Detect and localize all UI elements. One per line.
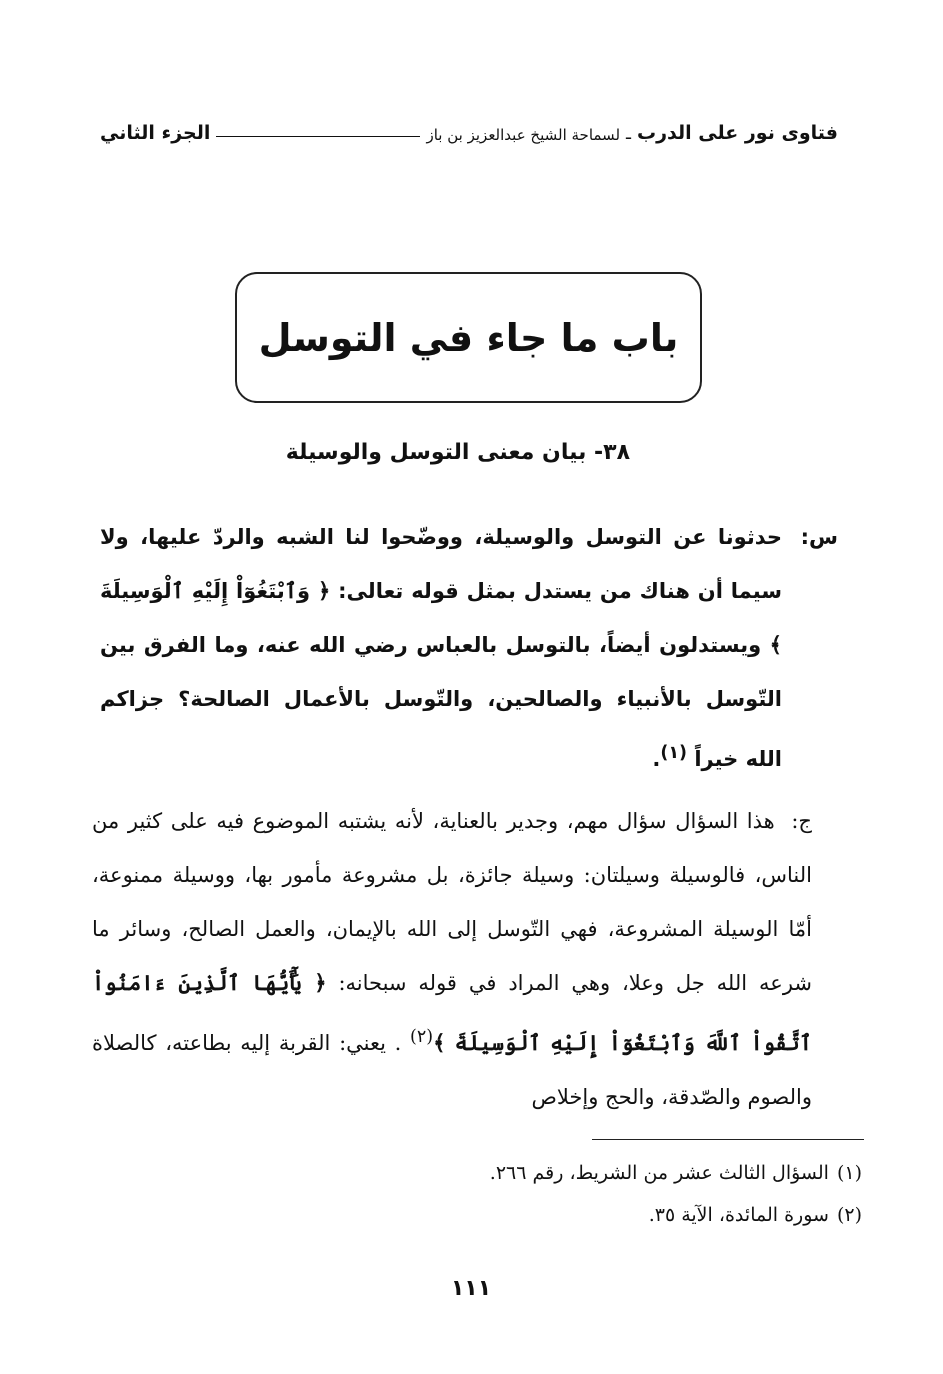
footnote-number: (١) [836, 1162, 862, 1184]
question-body [100, 510, 782, 786]
footnote-text: سورة المائدة، الآية ٣٥. [648, 1204, 829, 1226]
volume-part: الجزء الثاني [100, 122, 211, 144]
question-text: حدثونا عن التوسل والوسيلة، ووضّحوا لنا الشبه والردّ عليها، ولا سيما أن هناك من يستدل بمثل قوله تعالى: ﴿ وَٱبْتَغُوٓاْ إِلَيْهِ ٱلْوَسِيلَةَ ﴾ ويستدلون أيضاً، بالتوسل بالعباس رضي الله عنه، وما الفرق بين التّوسل بالأنبياء والصالحين، والتّوسل بالأعمال الصالحة؟ جزاكم الله خيراً [100, 525, 782, 771]
footnote-ref-2: (٢) [410, 1027, 434, 1047]
footnote-number: (٢) [836, 1204, 862, 1226]
answer-marker: ج: [791, 809, 812, 833]
footnote-item [300, 1152, 862, 1194]
footnote-item [300, 1194, 862, 1236]
page-number: ١١١ [450, 1276, 492, 1301]
footnotes [300, 1152, 862, 1236]
quran-verse: ﴿ يَٰٓأَيُّهَا ٱلَّذِينَ ءَامَنُواْ ٱتَّقُواْ ٱللَّهَ وَٱبْتَغُوٓاْ إِلَيْهِ ٱلْوَسِيلَةَ ﴾ [92, 970, 812, 1055]
question-block [100, 510, 838, 786]
footnote-divider [592, 1139, 864, 1140]
answer-text-after-verse: . يعني: القربة إليه بطاعته، كالصلاة والصوم والصّدقة، والحج وإخلاص [92, 1031, 812, 1109]
book-title: فتاوى نور على الدرب [637, 122, 838, 144]
question-marker: س: [800, 525, 838, 549]
answer-block [92, 794, 812, 1124]
answer-text-before-verse: هذا السؤال سؤال مهم، وجدير بالعناية، لأنه يشتبه الموضوع فيه على كثير من الناس، فالوسيلة وسيلتان: وسيلة جائزة، بل مشروعة مأمور بها، ووسيلة ممنوعة، أمّا الوسيلة المشروعة، فهي التّوسل إلى الله بالإيمان، والعمل الصالح، وسائر ما شرعه الله جل وعلا، وهي المراد في قوله سبحانه: [92, 809, 813, 995]
header-rule [216, 136, 420, 137]
footnote-ref-1: (١) [660, 743, 688, 763]
section-heading: ٣٨- بيان معنى التوسل والوسيلة [285, 440, 630, 465]
running-header [100, 108, 838, 144]
footnote-text: السؤال الثالث عشر من الشريط، رقم ٢٦٦. [489, 1162, 829, 1184]
chapter-title-box [235, 272, 702, 403]
question-end: . [652, 747, 661, 771]
author-name: لسماحة الشيخ عبدالعزيز بن باز [426, 126, 621, 144]
header-separator: ـ [626, 124, 631, 144]
chapter-title: باب ما جاء في التوسل [258, 315, 679, 360]
